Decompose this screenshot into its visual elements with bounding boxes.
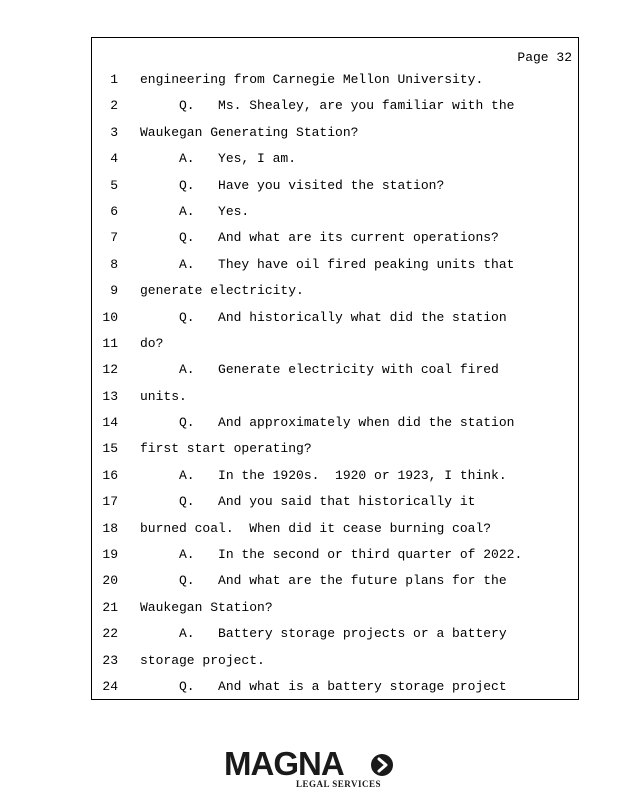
transcript-line — [92, 71, 578, 97]
line-text: Waukegan Generating Station? — [140, 124, 359, 140]
logo-wordmark: MAGNA — [224, 745, 344, 782]
line-text: Q. Ms. Shealey, are you familiar with the — [140, 98, 515, 114]
line-number: 11 — [102, 335, 118, 351]
transcript-line — [92, 414, 578, 440]
line-text: Q. And you said that historically it — [140, 494, 476, 510]
transcript-page — [91, 37, 579, 700]
transcript-line — [92, 97, 578, 123]
chevron-right-circle-icon — [370, 753, 394, 777]
page-number: Page 32 — [517, 50, 572, 65]
line-number: 18 — [102, 520, 118, 536]
magna-logo — [222, 744, 398, 792]
line-number: 19 — [102, 547, 118, 563]
line-text: units. — [140, 388, 187, 404]
logo-subtitle: LEGAL SERVICES — [296, 779, 381, 789]
transcript-line — [92, 467, 578, 493]
line-number: 6 — [110, 203, 118, 219]
transcript-line — [92, 256, 578, 282]
line-text: A. Battery storage projects or a battery — [140, 626, 507, 642]
line-number: 3 — [110, 124, 118, 140]
line-number: 7 — [110, 230, 118, 246]
line-number: 15 — [102, 441, 118, 457]
line-text: A. Yes. — [140, 203, 250, 219]
transcript-line — [92, 124, 578, 150]
line-text: engineering from Carnegie Mellon University. — [140, 72, 484, 87]
transcript-line — [92, 309, 578, 335]
line-text: storage project. — [140, 652, 265, 668]
line-text: Q. And historically what did the station — [140, 309, 507, 325]
line-number: 5 — [110, 177, 118, 193]
line-number: 14 — [102, 415, 118, 431]
line-text: generate electricity. — [140, 283, 304, 299]
transcript-line — [92, 229, 578, 255]
line-text: Q. And approximately when did the station — [140, 415, 515, 431]
line-number: 24 — [102, 678, 118, 694]
line-text: A. Generate electricity with coal fired — [140, 362, 499, 378]
transcript-line — [92, 282, 578, 308]
line-text: do? — [140, 335, 164, 351]
line-number: 22 — [102, 626, 118, 642]
line-text: A. In the 1920s. 1920 or 1923, I think. — [140, 467, 507, 483]
line-number: 8 — [110, 256, 118, 272]
transcript-line — [92, 493, 578, 519]
line-number: 10 — [102, 309, 118, 325]
line-number: 12 — [102, 362, 118, 378]
line-text: burned coal. When did it cease burning coal? — [140, 520, 492, 536]
line-number: 9 — [110, 283, 118, 299]
transcript-line — [92, 546, 578, 572]
line-text: Q. And what is a battery storage project — [140, 678, 507, 694]
transcript-line — [92, 678, 578, 704]
transcript-line — [92, 520, 578, 546]
line-number: 16 — [102, 467, 118, 483]
line-number: 23 — [102, 652, 118, 668]
transcript-line — [92, 599, 578, 625]
transcript-lines — [92, 71, 578, 704]
transcript-line — [92, 177, 578, 203]
transcript-line — [92, 203, 578, 229]
transcript-line — [92, 440, 578, 466]
line-text: Waukegan Station? — [140, 599, 273, 615]
transcript-line — [92, 652, 578, 678]
line-text: Q. And what are the future plans for the — [140, 573, 507, 589]
line-text: A. Yes, I am. — [140, 151, 297, 167]
transcript-line — [92, 388, 578, 414]
line-text: A. In the second or third quarter of 2022. — [140, 547, 523, 563]
transcript-line — [92, 335, 578, 361]
line-text: A. They have oil fired peaking units that — [140, 256, 515, 272]
line-number: 17 — [102, 494, 118, 510]
line-text: Q. And what are its current operations? — [140, 230, 499, 246]
line-number: 21 — [102, 599, 118, 615]
line-text: first start operating? — [140, 441, 312, 457]
transcript-line — [92, 572, 578, 598]
transcript-line — [92, 361, 578, 387]
transcript-line — [92, 150, 578, 176]
line-number: 1 — [110, 72, 118, 87]
line-number: 2 — [110, 98, 118, 114]
line-text: Q. Have you visited the station? — [140, 177, 445, 193]
transcript-line — [92, 625, 578, 651]
line-number: 13 — [102, 388, 118, 404]
line-number: 20 — [102, 573, 118, 589]
line-number: 4 — [110, 151, 118, 167]
